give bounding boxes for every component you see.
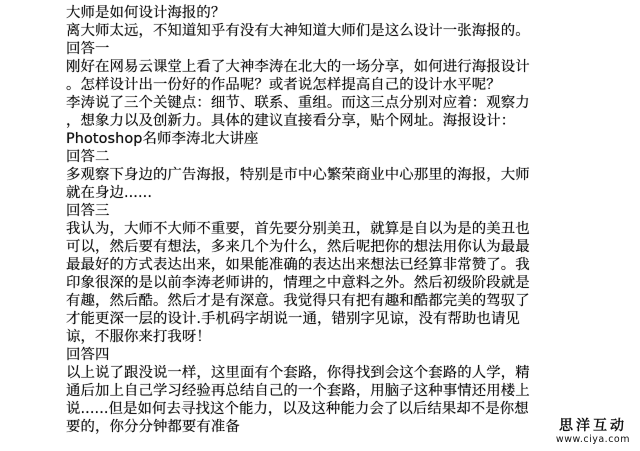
answer-3-line-7: 谅，不服你来打我呀！ [66,329,211,345]
answer-4-line-2: 通后加上自己学习经验再总结自己的一个套路，用脑子这种事情还用楼上 [66,383,530,399]
answer-4-line-1: 以上说了跟没说一样，这里面有个套路，你得找到会这个套路的人学，精 [66,365,530,381]
answer-1-line-5: Photoshop名师李涛北大讲座 [66,131,259,147]
answer-3-heading: 回答三 [66,203,110,219]
question-title: 大师是如何设计海报的？ [66,5,226,21]
answer-3-line-4: 印象很深的是以前李涛老师讲的，情理之中意料之外。然后初级阶段就是 [66,275,530,291]
answer-3-line-3: 最最好的方式表达出来，如果能准确的表达出来想法已经算非常赞了。我 [66,257,530,273]
document-body [66,4,586,436]
answer-1-heading: 回答一 [66,41,110,57]
answer-4-heading: 回答四 [66,347,110,363]
answer-1-line-4: ，想象力以及创新力。具体的建议直接看分享，贴个网址。海报设计： [66,113,516,129]
answer-2-line-2: 就在身边...... [66,185,153,201]
answer-3-line-6: 才能更深一层的设计.手机码字胡说一通，错别字见谅，没有帮助也请见 [66,311,520,327]
answer-2-line-1: 多观察下身边的广告海报，特别是市中心繁荣商业中心那里的海报，大师 [66,167,530,183]
question-text: 离大师太远，不知道知乎有没有大神知道大师们是这么设计一张海报的。 [66,23,530,39]
watermark-url: www.ciya.com [555,434,630,445]
answer-1-line-3: 李涛说了三个关键点：细节、联系、重组。而这三点分别对应着：观察力 [66,95,530,111]
answer-1-line-1: 刚好在网易云课堂上看了大神李涛在北大的一场分享，如何进行海报设计 [66,59,530,75]
answer-3-line-1: 我认为，大师不大师不重要，首先要分别美丑，就算是自以为是的美丑也 [66,221,530,237]
site-watermark [556,418,630,445]
answer-4-line-3: 说......但是如何去寻找这个能力，以及这种能力会了以后结果却不是你想 [66,401,529,417]
answer-4-line-4: 要的，你分分钟都要有准备 [66,419,240,435]
answer-3-line-5: 有趣，然后酷。然后才是有深意。我觉得只有把有趣和酷都完美的驾驭了 [66,293,530,309]
answer-2-heading: 回答二 [66,149,110,165]
answer-1-line-2: 。怎样设计出一份好的作品呢？或者说怎样提高自己的设计水平呢？ [66,77,501,93]
answer-3-line-2: 可以，然后要有想法，多来几个为什么，然后呢把你的想法用你认为最最 [66,239,530,255]
watermark-name: 思洋互动 [558,418,627,434]
